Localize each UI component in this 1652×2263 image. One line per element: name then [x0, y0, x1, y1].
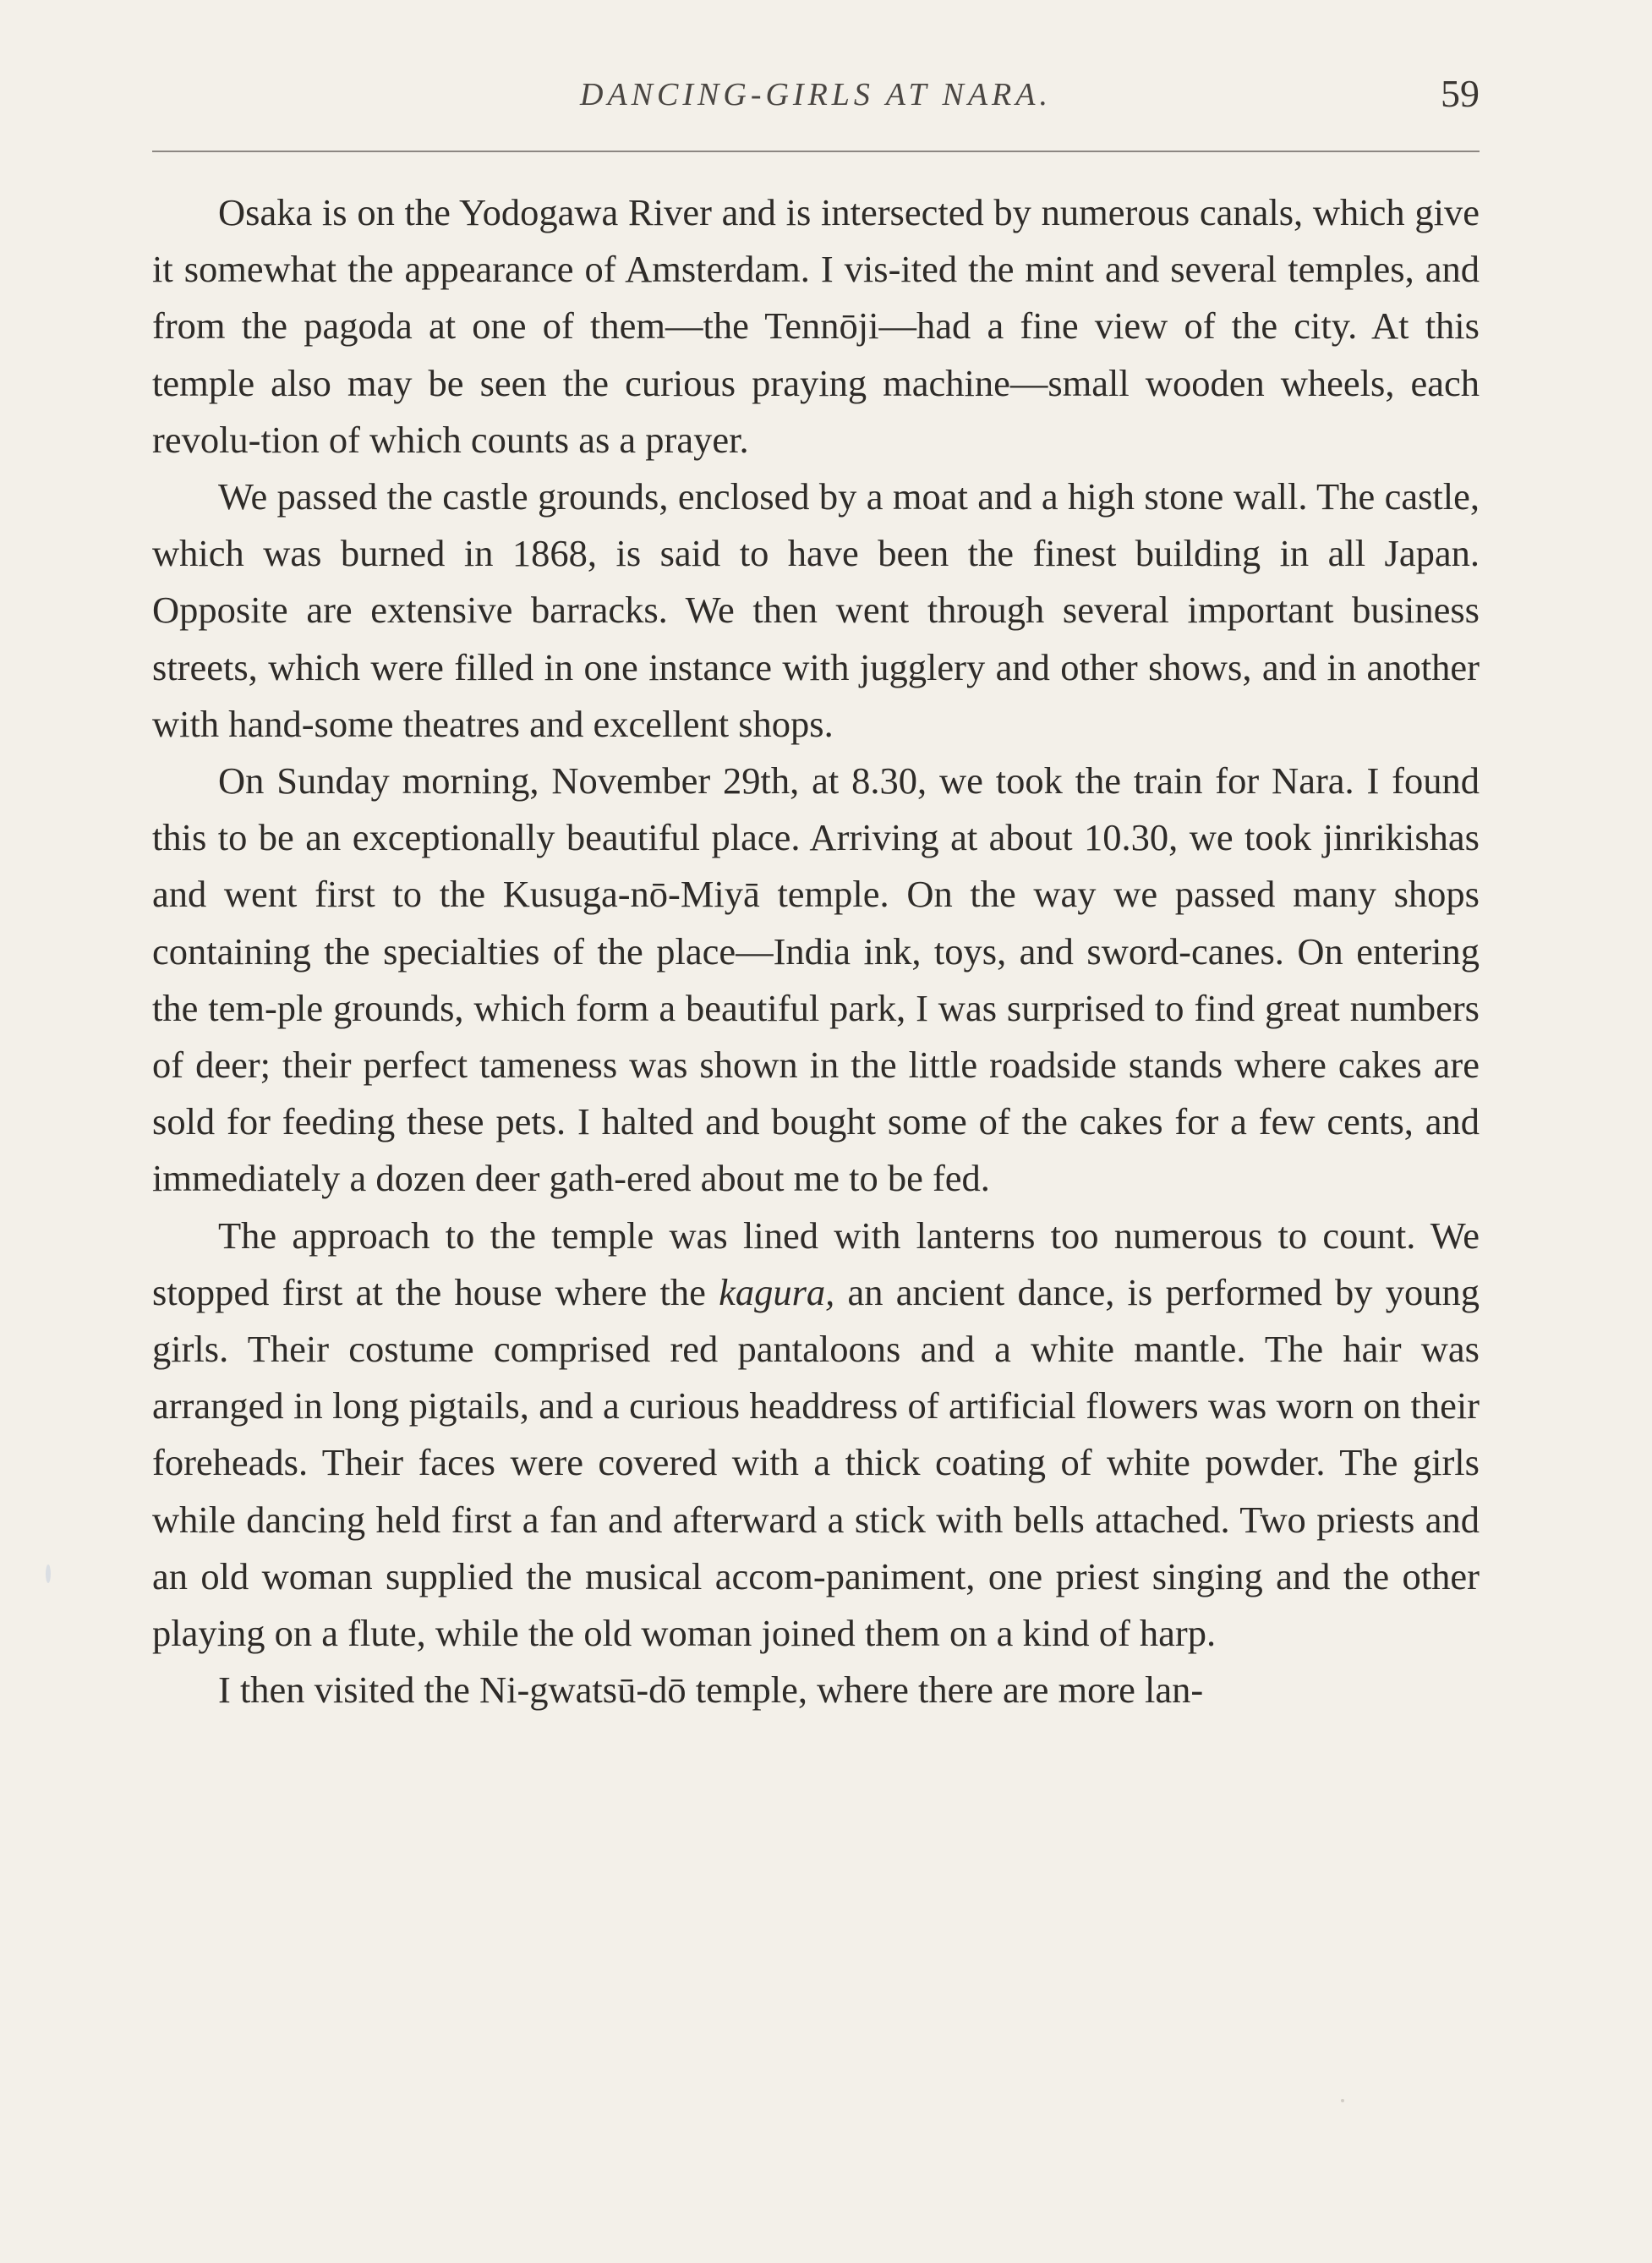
paragraph-text: Osaka is on the Yodogawa River and is intersected by numerous canals, which give it somewhat the appearance of Amsterdam. I vis-ited the mint and several temples, and from the pagoda at one of them—the Tennōji—had a fine view of the city. At this temple also may be seen the curious praying machine—small wooden wheels, each revolu-tion of which counts as a prayer.	[152, 191, 1480, 461]
paragraph-text: I then visited the Ni-gwatsū-dō temple, where there are more lan-	[218, 1668, 1204, 1712]
page-number: 59	[1441, 72, 1480, 115]
paragraph-text: an ancient dance, is performed by young girls. Their costume comprised red pantaloons and a white mantle. The hair was arranged in long pigtails, and a curious headdress of artificial flowers was worn on their foreheads. Their faces were covered with a thick coating of white powder. The girls while dancing held first a fan and afterward a stick with bells attached. Two priests and an old woman supplied the musical accom-paniment, one priest singing and the other playing on a flute, while the old woman joined them on a kind of harp.	[152, 1270, 1480, 1655]
header-rule	[152, 151, 1480, 152]
paragraph-text: We passed the castle grounds, enclosed by a moat and a high stone wall. The castle, which was burned in 1868, is said to have been the finest building in all Japan. Opposite are extensive barracks. We then went through several important business streets, which were filled in one instance with jugglery and other shows, and in another with hand-some theatres and excellent shops.	[152, 475, 1480, 745]
paragraph-nigwatsudo	[152, 1662, 1480, 1718]
body-text	[152, 184, 1480, 1718]
paragraph-text: On Sunday morning, November 29th, at 8.30, we took the train for Nara. I found this to be an exceptionally beautiful place. Arriving at about 10.30, we took jinrikishas and went first to the Kusuga-nō-Miyā temple. On the way we passed many shops containing the specialties of the place—India ink, toys, and sword-canes. On entering the tem-ple grounds, which form a beautiful park, I was surprised to find great numbers of deer; their perfect tameness was shown in the little roadside stands where cakes are sold for feeding these pets. I halted and bought some of the cakes for a few cents, and immediately a dozen deer gath-ered about me to be fed.	[152, 759, 1480, 1200]
running-title: DANCING-GIRLS AT NARA.	[580, 77, 1052, 112]
paragraph-nara-arrival	[152, 753, 1480, 1208]
paragraph-castle	[152, 468, 1480, 753]
paragraph-kagura	[152, 1208, 1480, 1663]
italic-term-kagura: kagura,	[719, 1270, 835, 1313]
paper-speck	[46, 1564, 51, 1583]
running-head	[152, 71, 1480, 122]
paper-speck	[1341, 2099, 1344, 2102]
paragraph-text: The approach to the temple was lined with lanterns too numerous to count. We stopped first at the house where the	[152, 1214, 1480, 1313]
paragraph-osaka	[152, 184, 1480, 468]
